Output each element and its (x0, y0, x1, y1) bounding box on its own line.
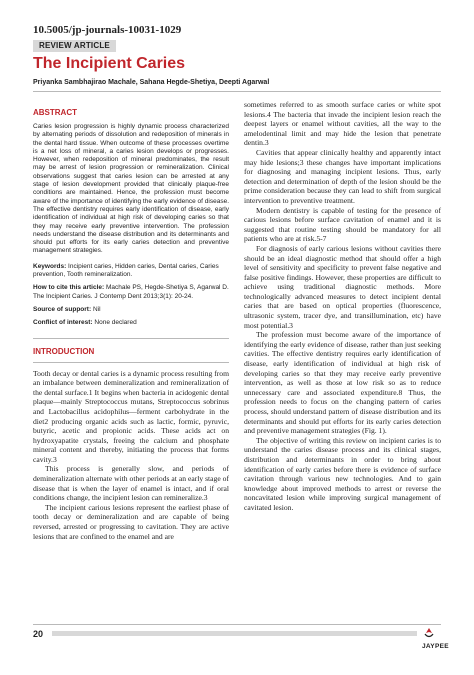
left-column (33, 100, 229, 541)
footer-rule (33, 624, 441, 625)
abstract-heading: ABSTRACT (33, 108, 77, 117)
publisher-name: JAYPEE (422, 643, 449, 650)
publisher-logo (422, 627, 462, 657)
right-paragraph-2: Cavities that appear clinically healthy and apparently intact may hide lesions;3 these changes have important implications for diagnosing and managing incipient lesions. Thus, early detection and determination of depth of the lesion should be the prime consideration because they can lead to shift from surgical intervention to preventive treatment. (244, 147, 441, 205)
keywords: Keywords: Incipient caries, Hidden caries, Dental caries, Caries prevention, Tooth remineralization. (33, 262, 219, 279)
section-rule (33, 362, 229, 363)
page-number: 20 (33, 629, 44, 639)
section-rule (33, 338, 229, 339)
publisher-logo-icon (422, 627, 436, 641)
conflict-of-interest: Conflict of interest: None declared (33, 319, 137, 327)
right-paragraph-4: For diagnosis of early carious lesions without cavities there should be an ideal diagnostic method that should offer a high level of sensitivity and specificity to prevent false negative and false positive findings. However, these properties are difficult to achieve using traditional diagnostic methods. More technologically advanced measures to detect incipient dental caries that are based on optical properties (fluorescence, ultrasonic system, tracer dye, and transillumination, etc) have most potential.3 (244, 243, 441, 330)
introduction-heading: INTRODUCTION (33, 346, 95, 356)
intro-paragraph-1: Tooth decay or dental caries is a dynamic process resulting from an imbalance between demineralization and remineralization of the dental surface.1 It begins when bacteria in acidogenic dental plaque—mainly Streptococcus mutans, Streptococcus sobrinus and Lactobacillus acidophilus—ferment carbohydrate in the diet2 producing organic acids such as lactic, formic, pyruvic, butyric, acetic and propionic acids. These acids act on hydroxyapatite crystals, freeing the calcium and phosphate mineral content and thereby, initiating the process that forms cavity.3 (33, 368, 229, 464)
article-title: The Incipient Caries (33, 55, 186, 72)
right-paragraph-1: sometimes referred to as smooth surface caries or white spot lesions.4 The bacteria that invade the incipient lesion reach the deepest layers or enamel without cavities, all the way to the amelodentinal limit and may hide the lesion that penetrate dentin.3 (244, 100, 441, 148)
source-of-support: Source of support: Nil (33, 305, 101, 313)
intro-paragraph-3: The incipient carious lesions represent the earliest phase of tooth decay or demineralization and are capable of being reversed, arrested or progressing to cavitation. They are active lesions that are confined to the enamel and are (33, 502, 229, 541)
journal-footer-bar (52, 631, 417, 636)
right-column (244, 100, 441, 513)
intro-paragraph-2: This process is generally slow, and periods of demineralization alternate with other periods at an early stage of disease that is when the layer of enamel is intact, and if oral conditions change, the incipient lesion can remineralize.3 (33, 464, 229, 503)
right-paragraph-5: The profession must become aware of the importance of identifying the early evidence of disease, rather than just seeking cavities. The effective dentistry requires early identification of disease, early identification of individual at high risk of developing caries so that they may receive early preventive intervention, as well as those at low risk so as to reduce unnecessary care and associated expenditure.8 Thus, the profession needs to focus on the changing pattern of caries process, should understand pattern of disease distribution and its determinants and should put efforts for its early caries detection and preventive management strategies (Fig. 1). (244, 330, 441, 436)
authors: Priyanka Sambhajirao Machale, Sahana Hegde-Shetiya, Deepti Agarwal (33, 79, 270, 86)
abstract-text: Caries lesion progression is highly dynamic process characterized by alternating periods of dissolution and redeposition of minerals in the dental hard tissue. When outcome of these processes overtime is a net loss of mineral, a caries lesion develops or progresses. However, when redeposition of mineral predominates, the result may be arrest of lesion progression or remineralization. Clinical observations suggest that caries lesion can be arrested at any stage of lesion development provided that clinically plaque-free conditions are maintained. Hence, the profession must become aware of the importance of identifying the early evidence of disease. The effective dentistry requires early identification of disease, early identification of individual at high risk of developing caries so that they may receive early preventive intervention. The profession needs understand the disease distribution and its determinants and should put efforts for its early caries detection and preventive management strategies. (33, 123, 229, 255)
how-to-cite: How to cite this article: Machale PS, Hegde-Shetiya S, Agarwal D. The Incipient Caries. J Contemp Dent 2013;3(1): 20-24. (33, 284, 229, 300)
doi: 10.5005/jp-journals-10031-1029 (33, 24, 182, 36)
right-paragraph-6: The objective of writing this review on incipient caries is to understand the caries disease process and its clinical stages, distribution and determinants in order to bring about identification of early caries before there is evidence of surface cavitation through various new technologies. And to gain knowledge about improved methods to arrest or reverse the noncavitated lesion while improving surgical management of cavitated lesion. (244, 435, 441, 512)
article-type-badge: REVIEW ARTICLE (33, 40, 116, 52)
right-paragraph-3: Modern dentistry is capable of testing for the presence of carious lesions before surface cavitation of enamel and it is suggested that routine testing should be mandatory for all patients who are at risk.5-7 (244, 205, 441, 244)
header-rule (33, 91, 441, 92)
